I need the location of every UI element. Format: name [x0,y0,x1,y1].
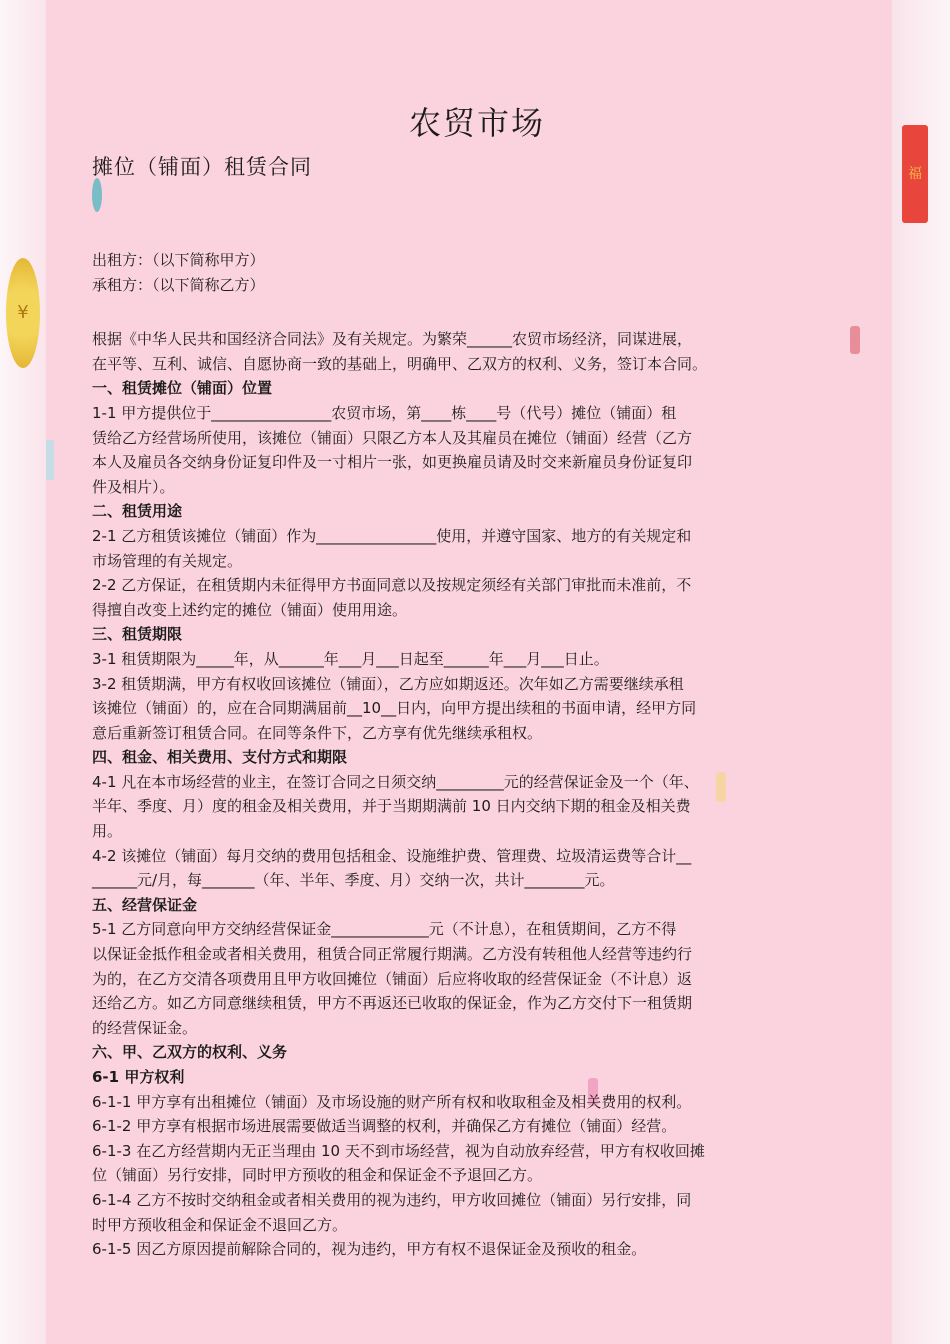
section-heading: 五、经营保证金 [92,895,198,914]
clause-line: 为的，在乙方交清各项费用且甲方收回摊位（铺面）后应将收取的经营保证金（不计息）返 [92,969,693,988]
clause-line: 4-2 该摊位（铺面）每月交纳的费用包括租金、设施维护费、管理费、垃圾清运费等合计__ [92,846,692,865]
clause-line: 该摊位（铺面）的，应在合同期满届前__10__日内，向甲方提出续租的书面申请，经甲方同 [92,699,697,718]
document-content [92,96,862,1262]
clause-line: 时甲方预收租金和保证金不退回乙方。 [92,1215,348,1234]
clause-line: 市场管理的有关规定。 [92,551,243,570]
clause-line: 意后重新签订租赁合同。在同等条件下，乙方享有优先继续承租权。 [92,723,543,742]
lessor-line: 出租方：（以下简称甲方） [92,251,265,269]
clause-line: 的经营保证金。 [92,1018,198,1037]
clause-line: 还给乙方。如乙方同意继续租赁，甲方不再返还已收取的保证金，作为乙方交付下一租赁期 [92,994,693,1013]
clause-line: 2-1 乙方租赁该摊位（铺面）作为________________使用，并遵守国家、地方的有关规定和 [92,526,692,545]
clause-line: 件及相片）。 [92,477,175,496]
clause-line: 6-1-4 乙方不按时交纳租金或者相关费用的视为违约，甲方收回摊位（铺面）另行安排，同 [92,1190,692,1209]
section-heading: 6-1 甲方权利 [92,1068,185,1086]
clause-line: 位（铺面）另行安排，同时甲方预收的租金和保证金不予退回乙方。 [92,1166,543,1185]
document-subtitle: 摊位（铺面）租赁合同 [92,155,312,179]
clause-line: 用。 [92,822,123,841]
section-heading: 二、租赁用途 [92,502,183,521]
clause-line: 本人及雇员各交纳身份证复印件及一寸相片一张，如更换雇员请及时交来新雇员身份证复印 [92,453,693,472]
document-title: 农贸市场 [408,104,545,142]
clause-line: 6-1-3 在乙方经营期内无正当理由 10 天不到市场经营，视为自动放弃经营，甲方有权收回摊 [92,1141,705,1160]
section-heading: 四、租金、相关费用、支付方式和期限 [92,748,348,767]
gold-coin-decoration: ¥ [6,258,40,368]
intro-line: 根据《中华人民共和国经济合同法》及有关规定。为繁荣______农贸市场经济，同谋进展， [92,330,693,349]
left-background-strip [0,0,46,1344]
clause-line: 1-1 甲方提供位于________________农贸市场，第____栋____号（代号）摊位（铺面）租 [92,403,677,422]
section-heading: 一、租赁摊位（铺面）位置 [92,379,273,398]
clause-line: 赁给乙方经营场所使用，该摊位（铺面）只限乙方本人及其雇员在摊位（铺面）经营（乙方 [92,428,693,447]
section-heading: 三、租赁期限 [92,625,183,644]
section-heading: 六、甲、乙双方的权利、义务 [92,1043,288,1062]
clause-line: 3-1 租赁期限为_____年，从______年___月___日起至______年___月___日止。 [92,649,609,668]
blue-paint-drop-decoration [46,440,54,480]
red-envelope-decoration: 福 [902,125,928,223]
clause-line: 半年、季度、月）度的租金及相关费用，并于当期期满前 10 日内交纳下期的租金及相关费 [92,797,691,816]
contract-body [92,327,862,1262]
intro-line: 在平等、互利、诚信、自愿协商一致的基础上，明确甲、乙双方的权利、义务，签订本合同。 [92,354,708,373]
clause-line: 以保证金抵作租金或者相关费用，租赁合同正常履行期满。乙方没有转租他人经营等违约行 [92,945,693,964]
clause-line: 得擅自改变上述约定的摊位（铺面）使用用途。 [92,600,408,619]
clause-line: 3-2 租赁期满，甲方有权收回该摊位（铺面），乙方应如期返还。次年如乙方需要继续承租 [92,674,684,693]
clause-line: 6-1-5 因乙方原因提前解除合同的，视为违约，甲方有权不退保证金及预收的租金。 [92,1240,647,1259]
clause-line: 5-1 乙方同意向甲方交纳经营保证金_____________元（不计息），在租赁期间，乙方不得 [92,920,677,939]
lessee-line: 承租方：（以下简称乙方） [92,275,265,294]
clause-line: 4-1 凡在本市场经营的业主，在签订合同之日须交纳_________元的经营保证金及一个（年、 [92,772,699,791]
clause-line: ______元/月，每_______（年、半年、季度、月）交纳一次，共计________元。 [92,871,615,890]
clause-line: 6-1-2 甲方享有根据市场进展需要做适当调整的权利，并确保乙方有摊位（铺面）经营。 [92,1117,677,1136]
clause-line: 2-2 乙方保证，在租赁期内未征得甲方书面同意以及按规定须经有关部门审批而未准前，不 [92,576,692,595]
clause-line: 6-1-1 甲方享有出租摊位（铺面）及市场设施的财产所有权和收取租金及相关费用的权利。 [92,1092,692,1111]
